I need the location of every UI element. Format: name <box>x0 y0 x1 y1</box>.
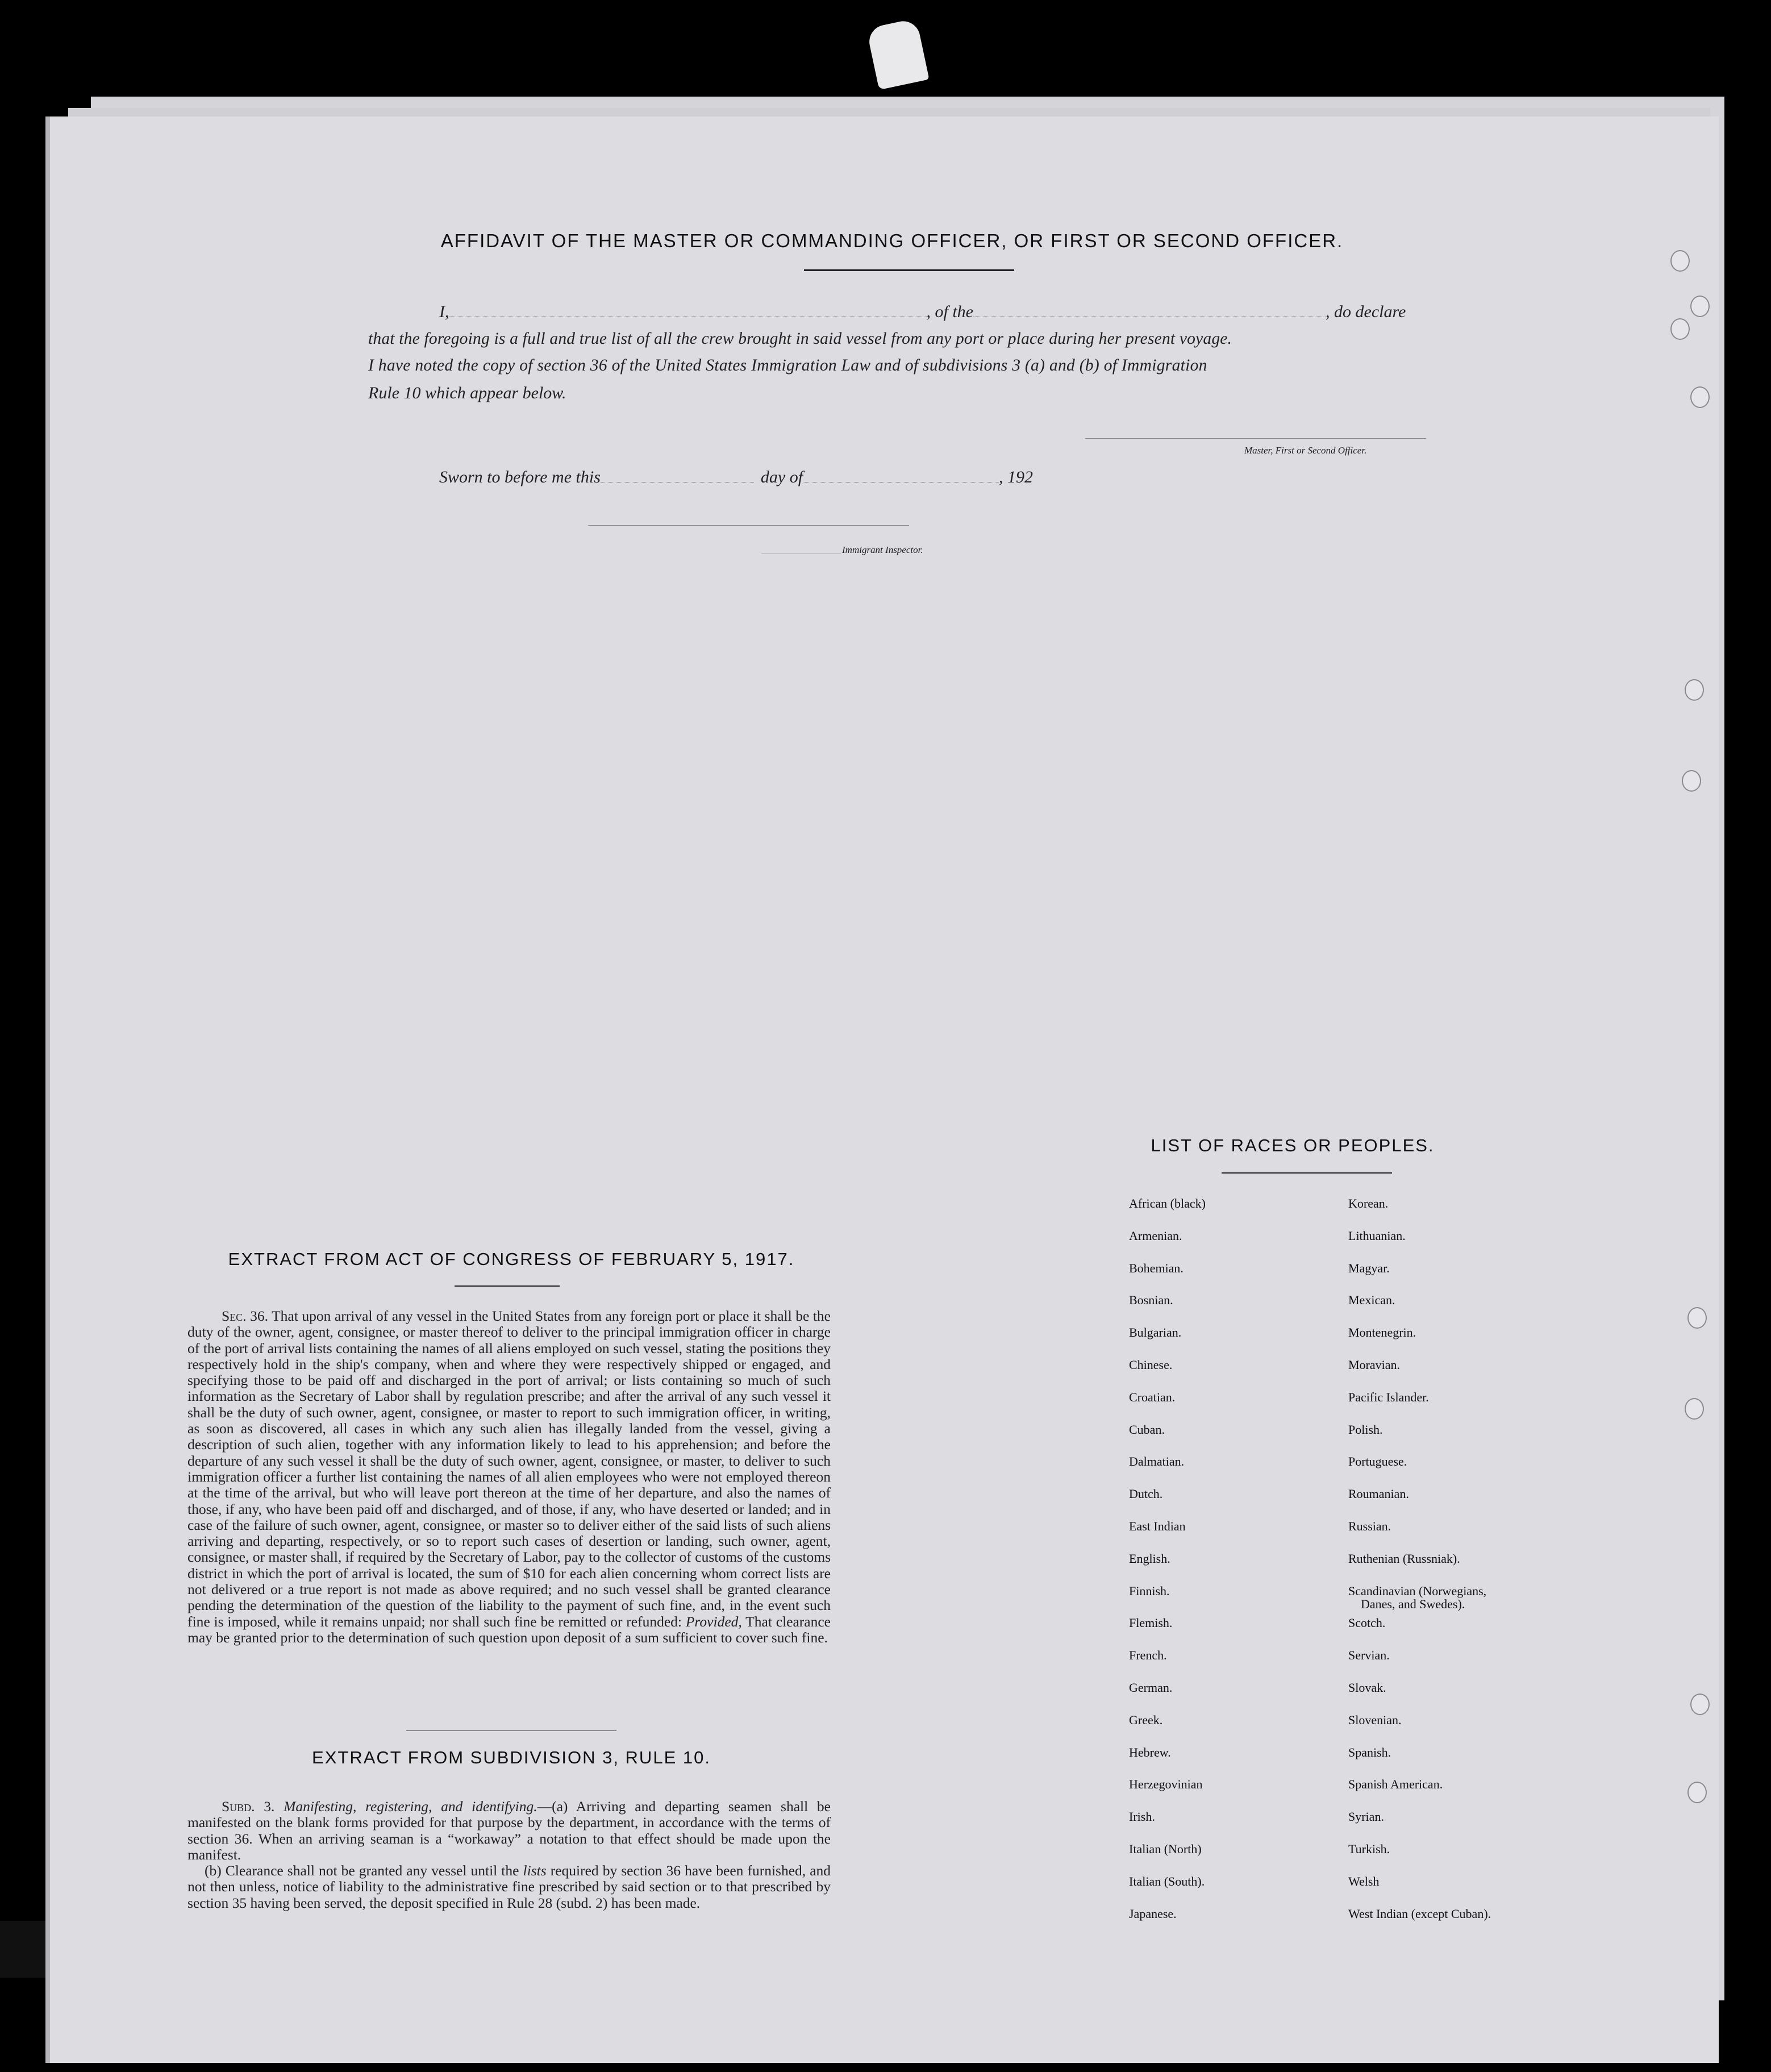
race-item: Greek. <box>1129 1712 1163 1727</box>
document-page <box>45 117 1719 2063</box>
act-title-underline <box>455 1285 560 1287</box>
binder-hole <box>1690 1694 1710 1715</box>
race-item: Scotch. <box>1348 1616 1386 1630</box>
title-underline <box>804 269 1014 271</box>
paper-tab <box>866 18 930 90</box>
race-item: German. <box>1129 1680 1173 1695</box>
race-item: Cuban. <box>1129 1422 1165 1437</box>
binder-hole <box>1690 296 1710 317</box>
affidavit-i: I, <box>439 302 449 321</box>
binder-hole <box>1690 386 1710 408</box>
race-item: Bulgarian. <box>1129 1325 1182 1340</box>
day-of-text: day of <box>760 468 803 486</box>
race-item: Armenian. <box>1129 1228 1182 1243</box>
signature-line <box>1085 438 1426 439</box>
race-item: Spanish. <box>1348 1745 1391 1759</box>
race-item-continuation: Danes, and Swedes). <box>1361 1597 1465 1611</box>
race-item: Croatian. <box>1129 1389 1176 1404</box>
page-edge <box>45 117 50 2063</box>
inspector-label: Immigrant Inspector. <box>842 544 923 555</box>
binder-hole <box>1670 250 1690 272</box>
races-title-underline <box>1222 1172 1392 1174</box>
para-a-label: —(a) <box>537 1798 568 1815</box>
race-item: Finnish. <box>1129 1583 1170 1598</box>
race-item: Herzegovinian <box>1129 1777 1203 1792</box>
binder-hole <box>1670 318 1690 340</box>
race-item: East Indian <box>1129 1519 1186 1533</box>
binder-hole <box>1687 1307 1707 1329</box>
subdivision-3-text <box>187 1799 831 1911</box>
race-item: Spanish American. <box>1348 1777 1443 1792</box>
race-item: Mexican. <box>1348 1293 1395 1308</box>
year-text: , 192 <box>999 468 1034 486</box>
race-item: Pacific Islander. <box>1348 1389 1429 1404</box>
para-b-text-1: Clearance shall not be granted any vessel until the <box>225 1862 519 1879</box>
race-item: Welsh <box>1348 1874 1380 1888</box>
act-extract-title: EXTRACT FROM ACT OF CONGRESS OF FEBRUARY 5, 1917. <box>228 1249 795 1269</box>
binder-hole <box>1687 1782 1707 1803</box>
race-item: Russian. <box>1348 1519 1391 1533</box>
race-item: Scandinavian (Norwegians, <box>1348 1583 1487 1598</box>
race-item: Flemish. <box>1129 1616 1173 1630</box>
race-item: Servian. <box>1348 1648 1390 1663</box>
subd-heading: Manifesting, registering, and identifying. <box>284 1798 537 1815</box>
para-b-text-2: required by section 36 have been furnished, and not then unless, notice of liability to the administrative fine prescribed by said section or to that prescribed by section 35 having been served, the deposit specified in Rule 28 (subd. 2) has been made. <box>187 1862 831 1911</box>
section-divider <box>406 1730 616 1731</box>
race-item: Korean. <box>1348 1196 1389 1210</box>
race-item: Slovak. <box>1348 1680 1386 1695</box>
race-item: French. <box>1129 1648 1167 1663</box>
sworn-line <box>439 468 1033 487</box>
subd-label: Subd. 3. <box>222 1798 275 1815</box>
race-item: Dutch. <box>1129 1487 1163 1501</box>
races-title: LIST OF RACES OR PEOPLES. <box>1151 1135 1435 1155</box>
race-item: Portuguese. <box>1348 1454 1407 1469</box>
section-36-text <box>187 1308 831 1646</box>
vessel-blank <box>973 304 1326 317</box>
para-b-label: (b) <box>205 1862 222 1879</box>
sworn-text: Sworn to before me this <box>439 468 601 486</box>
sec-label: Sec. 36. <box>222 1308 268 1324</box>
race-item: Moravian. <box>1348 1358 1401 1372</box>
race-item: Lithuanian. <box>1348 1228 1406 1243</box>
race-item: Turkish. <box>1348 1842 1390 1856</box>
race-item: Italian (North) <box>1129 1842 1202 1856</box>
race-item: Irish. <box>1129 1809 1155 1824</box>
race-item: Magyar. <box>1348 1260 1390 1275</box>
race-item: Slovenian. <box>1348 1712 1402 1727</box>
race-item: Japanese. <box>1129 1906 1177 1921</box>
race-item: Bohemian. <box>1129 1260 1184 1275</box>
scan-border <box>0 1921 45 1978</box>
race-item: African (black) <box>1129 1196 1206 1210</box>
binder-hole <box>1682 770 1701 792</box>
race-item: Dalmatian. <box>1129 1454 1185 1469</box>
sec-36-body-end: That clearance may be granted prior to the determination of such question upon deposit of a sum sufficient to cover such fine. <box>187 1613 831 1646</box>
affidavit-of-the: , of the <box>926 302 973 321</box>
affidavit-title: AFFIDAVIT OF THE MASTER OR COMMANDING OFFICER, OR FIRST OR SECOND OFFICER. <box>440 230 1344 251</box>
binder-hole <box>1685 1398 1704 1420</box>
race-item: English. <box>1129 1551 1170 1566</box>
affidavit-line-2: that the foregoing is a full and true list of all the crew brought in said vessel from any port or place during her present voyage. <box>368 330 1232 348</box>
binder-hole <box>1685 679 1704 701</box>
master-label: Master, First or Second Officer. <box>1244 445 1367 456</box>
affidavit-line-3: I have noted the copy of section 36 of the United States Immigration Law and of subdivisions 3 (a) and (b) of Immigration <box>368 356 1207 375</box>
month-blank <box>803 469 999 482</box>
day-blank <box>601 469 754 482</box>
para-b-lists: lists <box>523 1862 547 1879</box>
race-item: Syrian. <box>1348 1809 1384 1824</box>
rule-extract-title: EXTRACT FROM SUBDIVISION 3, RULE 10. <box>312 1748 711 1767</box>
para-a-text: Arriving and departing seamen shall be manifested on the blank forms provided for that purpose by the department, in accordance with the terms of section 36. When an arriving seaman is a “workaway” a notation to that effect should be made upon the manifest. <box>187 1798 831 1863</box>
name-blank <box>449 304 927 317</box>
sec-36-body: That upon arrival of any vessel in the United States from any foreign port or place it shall be the duty of the owner, agent, consignee, or master thereof to deliver to the principal immigration officer in charge of the port of arrival lists containing the names of all aliens employed on such vessel, stating the positions they respectively hold in the ship's company, when and where they were respectively shipped or engaged, and specifying those to be paid off and discharged in the port of arrival; or lists containing so much of such information as the Secretary of Labor shall by regulation prescribe; and after the arrival of any such vessel it shall be the duty of such owner, agent, consignee, or master to report to such immigration officer, in writing, as soon as discovered, all cases in which any such alien has illegally landed from the vessel, giving a description of such alien, together with any information likely to lead to his apprehension; and before the departure of any such vessel it shall be the duty of such owner, agent, consignee, or master, to deliver to such immigration officer a further list containing the names of all alien employees who were not employed thereon at the time of the arrival, but who will leave port thereon at the time of her departure, and also the names of those, if any, who have been paid off and discharged, and of those, if any, who have deserted or landed; and in case of the failure of such owner, agent, consignee, or master so to deliver either of the said lists of such aliens arriving and departing, respectively, or so to report such cases of desertion or landing, such owner, agent, consignee, or master shall, if required by the Secretary of Labor, pay to the collector of customs of the customs district in which the port of arrival is located, the sum of $10 for each alien concerning whom correct lists are not delivered or a true report is not made as above required; and no such vessel shall be granted clearance pending the determination of the question of the liability to the payment of such fine, and, in the event such fine is imposed, while it remains unpaid; nor shall such fine be remitted or refunded: <box>187 1308 831 1630</box>
race-item: Italian (South). <box>1129 1874 1205 1888</box>
race-item: Roumanian. <box>1348 1487 1409 1501</box>
race-item: West Indian (except Cuban). <box>1348 1906 1491 1921</box>
race-item: Bosnian. <box>1129 1293 1173 1308</box>
inspector-signature-line <box>588 525 909 526</box>
affidavit-line-4: Rule 10 which appear below. <box>368 384 566 402</box>
race-item: Polish. <box>1348 1422 1383 1437</box>
affidavit-line-1 <box>439 302 1406 322</box>
provided-word: Provided, <box>685 1613 742 1630</box>
race-item: Chinese. <box>1129 1358 1173 1372</box>
affidavit-do-declare: , do declare <box>1326 302 1406 321</box>
race-item: Montenegrin. <box>1348 1325 1416 1340</box>
race-item: Hebrew. <box>1129 1745 1171 1759</box>
race-item: Ruthenian (Russniak). <box>1348 1551 1460 1566</box>
